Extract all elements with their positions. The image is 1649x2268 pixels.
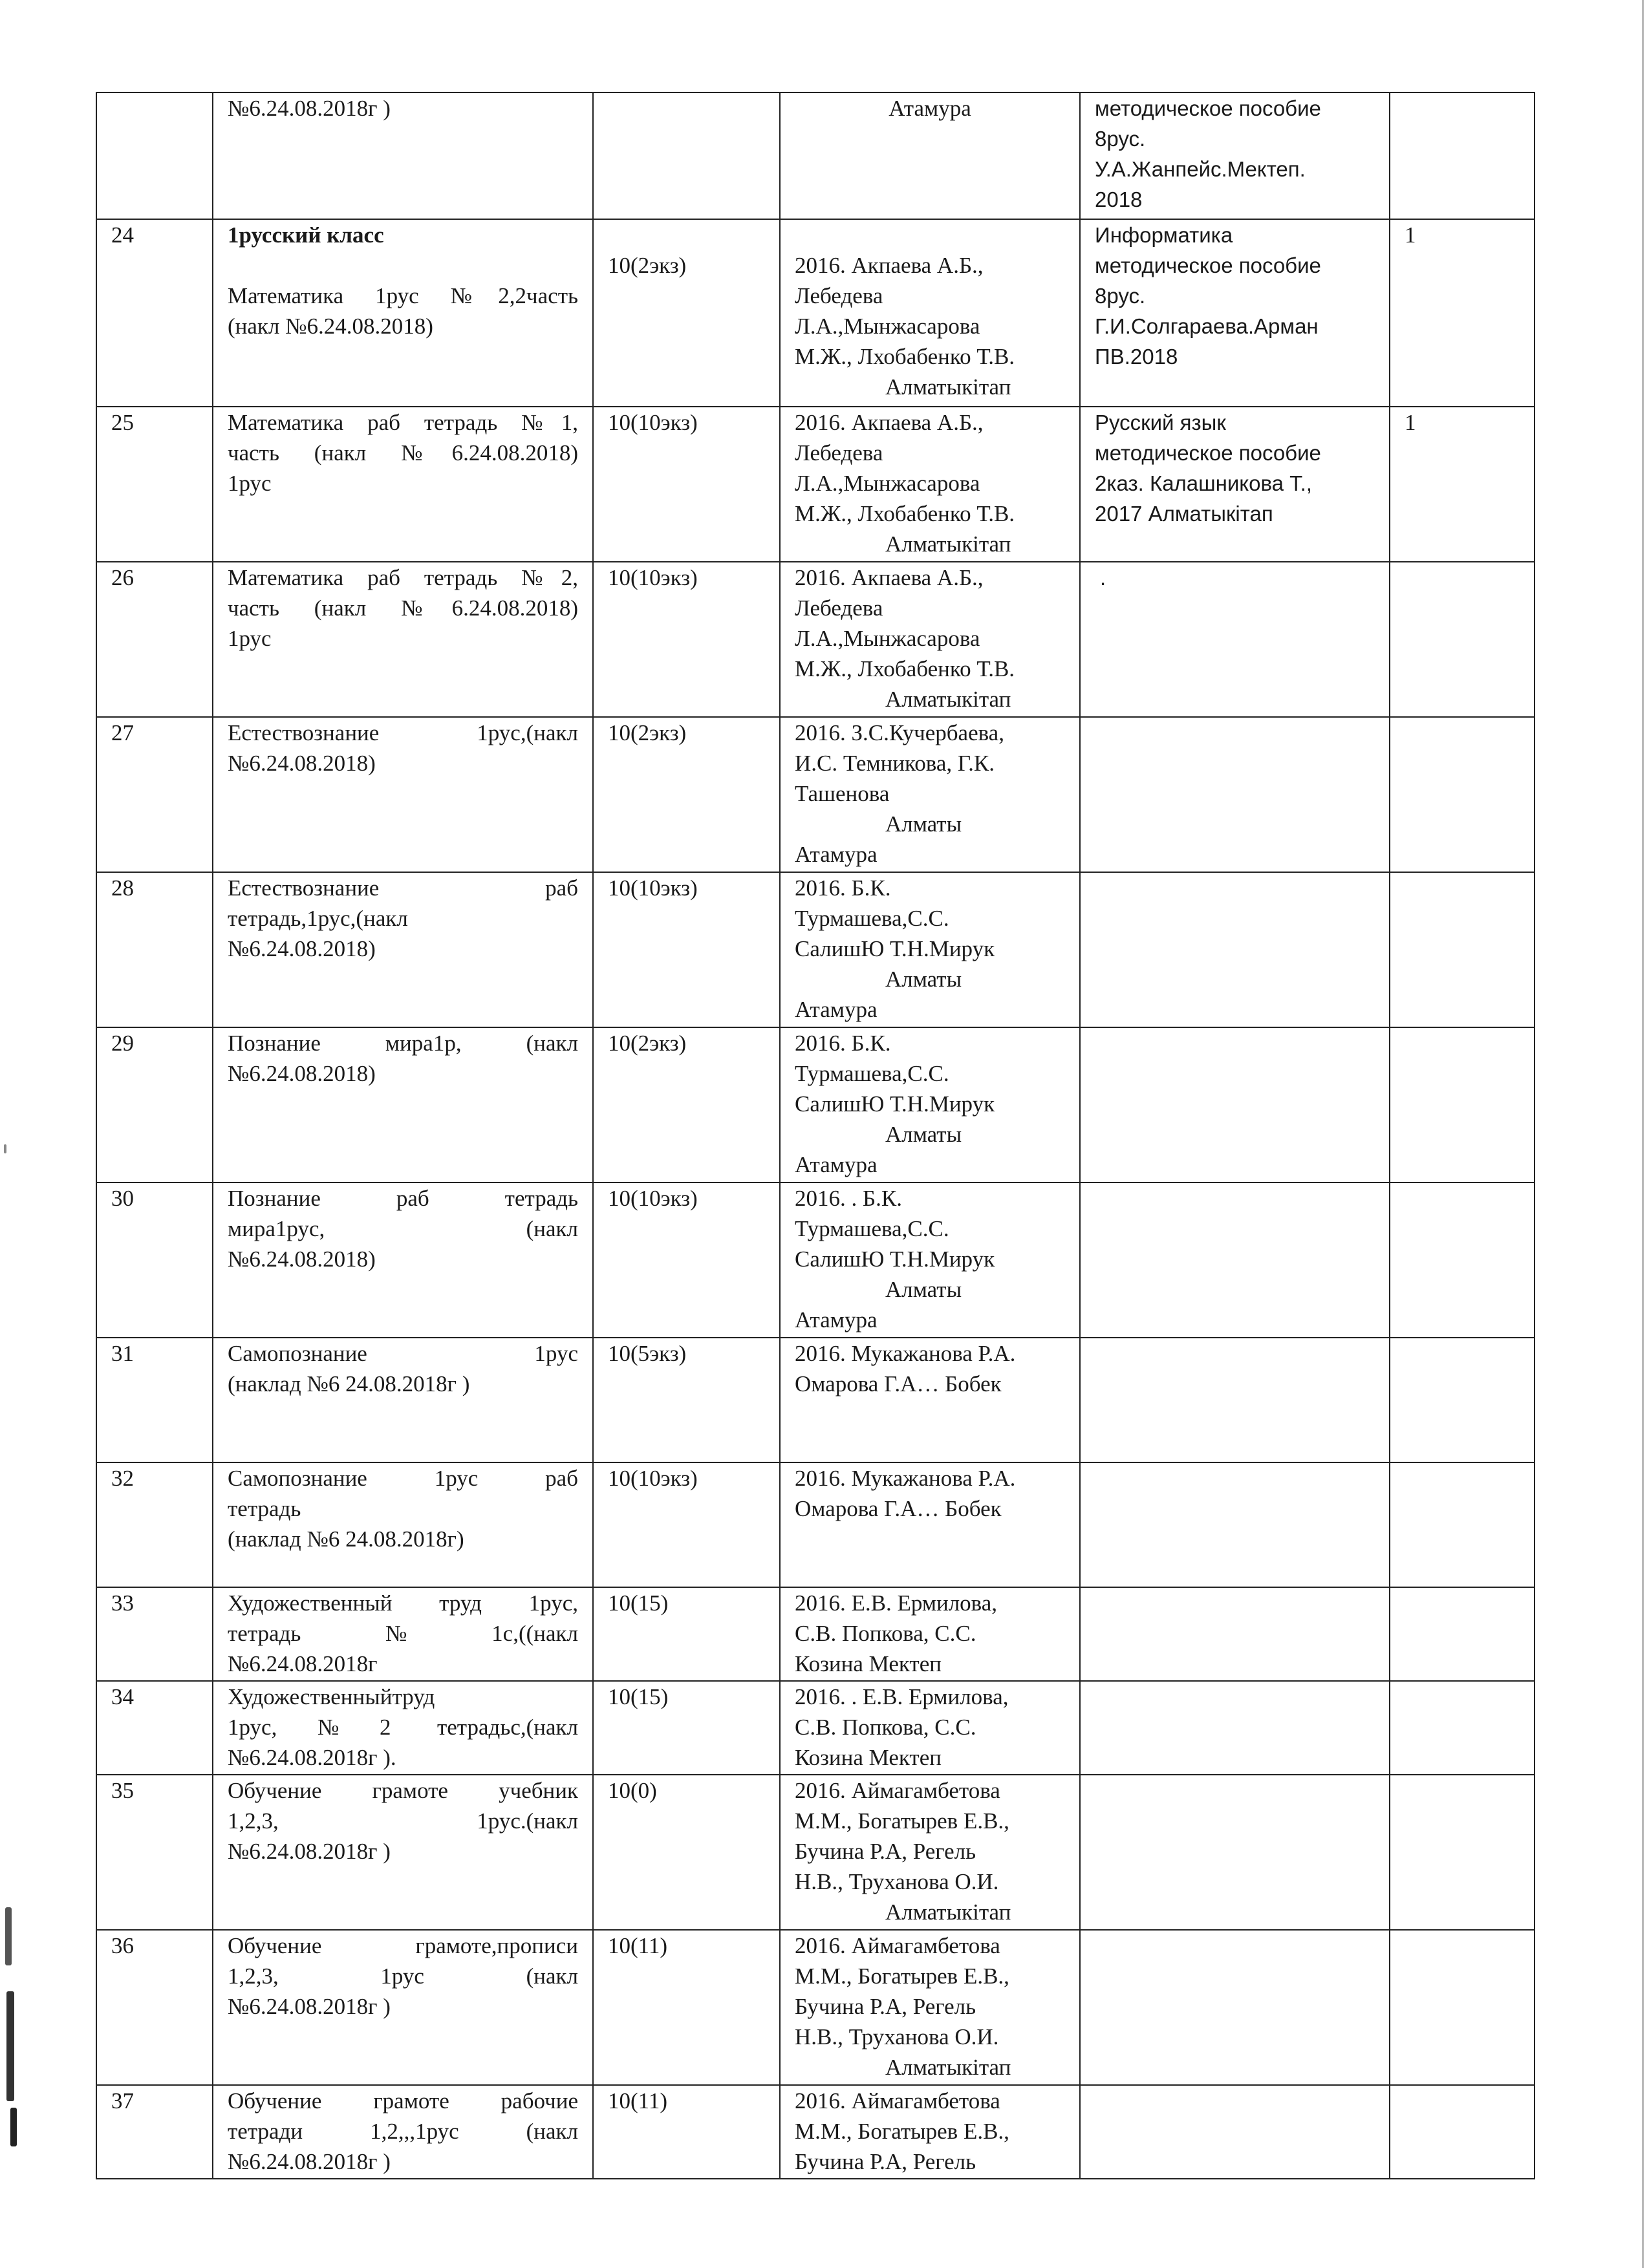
quantity-value: 10(0) (608, 1778, 657, 1803)
table-row (96, 1681, 1535, 1775)
author-publisher (780, 1930, 1080, 2085)
author-publisher (780, 872, 1080, 1027)
author-publisher (780, 1681, 1080, 1775)
author-line: 2016. Акпаева А.Б., (795, 253, 984, 278)
methodical-manual (1080, 1182, 1390, 1338)
author-line: 2016. Мукажанова Р.А. (795, 1466, 1016, 1491)
row-number: 28 (96, 872, 213, 1027)
title-line: Естествознание 1рус,(накл (228, 720, 578, 745)
publisher: Алматыкітап (885, 531, 1011, 557)
quantity-value: 10(10экз) (608, 410, 698, 435)
author-line: 2016. Аймагамбетова (795, 1933, 1000, 1958)
title-line: №6.24.08.2018г ) (228, 1839, 391, 1864)
methodical-manual (1080, 1930, 1390, 2085)
quantity-value: 10(2экз) (608, 253, 687, 278)
title-line: (наклад №6 24.08.2018г ) (228, 1371, 470, 1396)
method-line: 2каз. Калашникова Т., (1095, 471, 1312, 495)
table-row (96, 1775, 1535, 1930)
publisher: Алматы (885, 811, 962, 837)
row-number: 33 (96, 1587, 213, 1681)
publisher: Алматыкітап (885, 374, 1011, 400)
row-number: 32 (96, 1462, 213, 1587)
quantity-value: 10(10экз) (608, 565, 698, 590)
method-line: методическое пособие (1095, 253, 1321, 277)
scan-mark (5, 1907, 12, 1965)
table-row (96, 92, 1535, 219)
author-line: Л.А.,Мынжасарова (795, 314, 980, 339)
method-line: У.А.Жанпейс.Мектеп. (1095, 157, 1306, 181)
count (1390, 1930, 1535, 2085)
author-line: Турмашева,С.С. (795, 1216, 949, 1241)
quantity-value: 10(11) (608, 2088, 668, 2113)
count (1390, 1681, 1535, 1775)
title-line: 1,2,3, 1рус (накл (228, 1963, 578, 1989)
quantity (593, 1681, 780, 1775)
author-line: М.Ж., Лхобабенко Т.В. (795, 501, 1015, 526)
book-title (213, 1587, 593, 1681)
methodical-manual (1080, 2085, 1390, 2179)
author-line: Ташенова (795, 781, 890, 806)
author-line: М.М., Богатырев Е.В., (795, 1963, 1009, 1989)
author-publisher (780, 2085, 1080, 2179)
method-line: ПВ.2018 (1095, 345, 1178, 369)
quantity (593, 562, 780, 717)
quantity-value: 10(10экз) (608, 875, 698, 901)
quantity (593, 1930, 780, 2085)
author-line: С.В. Попкова, С.С. (795, 1621, 976, 1646)
author-line: Л.А.,Мынжасарова (795, 626, 980, 651)
book-title (213, 1775, 593, 1930)
book-title (213, 1027, 593, 1182)
author-line: Лебедева (795, 440, 883, 465)
row-number: 25 (96, 407, 213, 562)
count (1390, 1182, 1535, 1338)
author-line: 2016. Аймагамбетова (795, 2088, 1000, 2113)
title-line: тетрадь (228, 1496, 301, 1521)
count (1390, 1775, 1535, 1930)
title-line: №6.24.08.2018г ) (228, 2149, 391, 2174)
title-line: Обучение грамоте учебник (228, 1778, 578, 1803)
author-publisher (780, 1775, 1080, 1930)
author-line: Н.В., Труханова О.И. (795, 2024, 999, 2049)
spacer (228, 250, 578, 281)
author-publisher (780, 92, 1080, 219)
quantity (593, 1587, 780, 1681)
title-line: мира1рус, (накл (228, 1216, 578, 1241)
author-line: И.С. Темникова, Г.К. (795, 751, 995, 776)
method-line: . (1100, 566, 1106, 590)
title-line: Математика раб тетрадь №2, (228, 565, 578, 590)
method-line: методическое пособие (1095, 441, 1321, 465)
table-body (96, 92, 1535, 2179)
publisher: Алматы (885, 967, 962, 992)
author-line: 2016. . Б.К. (795, 1186, 902, 1211)
count (1390, 872, 1535, 1027)
table-row (96, 562, 1535, 717)
author-line: Козина Мектеп (795, 1651, 942, 1676)
title-line: (наклад №6 24.08.2018г) (228, 1526, 464, 1552)
author-line: СалишЮ Т.Н.Мирук (795, 1091, 995, 1117)
author-line: Лебедева (795, 283, 883, 308)
author-publisher (780, 219, 1080, 407)
title-line: тетрадь,1рус,(накл (228, 906, 408, 931)
methodical-manual (1080, 1775, 1390, 1930)
count (1390, 2085, 1535, 2179)
title-line: Самопознание 1рус (228, 1341, 578, 1366)
title-line: Познание мира1р, (накл (228, 1031, 578, 1056)
scan-edge-line (1642, 0, 1644, 2268)
method-line: Информатика (1095, 223, 1233, 247)
author-line: Омарова Г.А… Бобек (795, 1496, 1002, 1521)
method-line: Русский язык (1095, 411, 1226, 434)
title-line: тетрадь№1с,((накл (228, 1621, 578, 1646)
methodical-manual (1080, 219, 1390, 407)
count (1390, 1462, 1535, 1587)
book-title (213, 562, 593, 717)
author-publisher (780, 1462, 1080, 1587)
table-row (96, 2085, 1535, 2179)
author-line: Лебедева (795, 595, 883, 621)
publisher: Алматыкітап (885, 2055, 1011, 2080)
author-line: Турмашева,С.С. (795, 906, 949, 931)
author-line: Л.А.,Мынжасарова (795, 471, 980, 496)
publisher-2: Атамура (795, 1152, 878, 1177)
author-line: 2016. Мукажанова Р.А. (795, 1341, 1016, 1366)
title-line: №6.24.08.2018г ) (228, 1994, 391, 2019)
methodical-manual (1080, 872, 1390, 1027)
table-row (96, 1930, 1535, 2085)
author-line: М.Ж., Лхобабенко Т.В. (795, 656, 1015, 681)
table-row (96, 1027, 1535, 1182)
book-title (213, 2085, 593, 2179)
author-line: 2016. . Е.В. Ермилова, (795, 1684, 1009, 1709)
table-row (96, 1587, 1535, 1681)
count (1390, 717, 1535, 872)
row-number: 30 (96, 1182, 213, 1338)
method-line: методическое пособие (1095, 96, 1321, 120)
row-number: 29 (96, 1027, 213, 1182)
publisher-2: Атамура (795, 842, 878, 867)
count (1390, 1338, 1535, 1462)
methodical-manual (1080, 407, 1390, 562)
author-publisher (780, 1338, 1080, 1462)
title-line: Самопознание 1рус раб (228, 1466, 578, 1491)
quantity (593, 1462, 780, 1587)
methodical-manual (1080, 1027, 1390, 1182)
quantity (593, 1182, 780, 1338)
author-line: М.Ж., Лхобабенко Т.В. (795, 344, 1015, 369)
author-publisher (780, 407, 1080, 562)
author-publisher (780, 1182, 1080, 1338)
author-line: 2016. Е.В. Ермилова, (795, 1590, 998, 1616)
count (1390, 562, 1535, 717)
title-line: №6.24.08.2018г (228, 1651, 378, 1676)
table-row (96, 219, 1535, 407)
publisher: Алматы (885, 1277, 962, 1302)
quantity (593, 1338, 780, 1462)
methodical-manual (1080, 1587, 1390, 1681)
count: 1 (1390, 219, 1535, 407)
count: 1 (1390, 407, 1535, 562)
scan-mark (4, 1144, 6, 1153)
row-number: 27 (96, 717, 213, 872)
author-line: Н.В., Труханова О.И. (795, 1869, 999, 1894)
method-line: 8рус. (1095, 127, 1146, 151)
author-line: Бучина Р.А, Регель (795, 1839, 976, 1864)
title-line: 1рус (228, 471, 272, 496)
title-line: часть (накл №6.24.08.2018) (228, 440, 578, 465)
author-line: 2016. Б.К. (795, 875, 891, 901)
author-line: Омарова Г.А… Бобек (795, 1371, 1002, 1396)
title-line: 1,2,3, 1рус.(накл (228, 1808, 578, 1834)
publisher: Алматыкітап (885, 687, 1011, 712)
author-publisher (780, 562, 1080, 717)
row-number: 24 (96, 219, 213, 407)
inventory-table (96, 92, 1535, 2179)
title-line: часть (накл №6.24.08.2018) (228, 595, 578, 621)
scan-mark (6, 1991, 14, 2101)
table-row (96, 407, 1535, 562)
method-line: 2017 Алматыкітап (1095, 502, 1273, 526)
spacer (608, 220, 765, 250)
table-row (96, 1182, 1535, 1338)
row-number: 35 (96, 1775, 213, 1930)
book-title (213, 1182, 593, 1338)
book-title (213, 1930, 593, 2085)
author-line: 2016. Аймагамбетова (795, 1778, 1000, 1803)
title-line: №6.24.08.2018г ). (228, 1745, 396, 1770)
author-line: С.В. Попкова, С.С. (795, 1715, 976, 1740)
spacer (795, 220, 1065, 250)
author-publisher (780, 1027, 1080, 1182)
book-title (213, 1462, 593, 1587)
book-title (213, 872, 593, 1027)
quantity (593, 1775, 780, 1930)
methodical-manual (1080, 1462, 1390, 1587)
title-line: №6.24.08.2018) (228, 936, 376, 961)
quantity-value: 10(10экз) (608, 1466, 698, 1491)
table-row (96, 1338, 1535, 1462)
publisher-2: Атамура (795, 1307, 878, 1332)
quantity-value: 10(11) (608, 1933, 668, 1958)
quantity (593, 407, 780, 562)
publisher: Алматы (885, 1122, 962, 1147)
title-line: Познание раб тетрадь (228, 1186, 578, 1211)
author-line: Бучина Р.А, Регель (795, 2149, 976, 2174)
author-line: 2016. Б.К. (795, 1031, 891, 1056)
title-line: 1рус,№2 тетрадьс,(накл (228, 1715, 578, 1740)
author-line: Козина Мектеп (795, 1745, 942, 1770)
quantity-value: 10(2экз) (608, 1031, 687, 1056)
quantity-value: 10(2экз) (608, 720, 687, 745)
title-line: Художественный труд 1рус, (228, 1590, 578, 1616)
quantity (593, 92, 780, 219)
author-line: СалишЮ Т.Н.Мирук (795, 936, 995, 961)
author-publisher (780, 1587, 1080, 1681)
quantity-value: 10(15) (608, 1590, 669, 1616)
title-line: Математика раб тетрадь №1, (228, 410, 578, 435)
book-title (213, 717, 593, 872)
title-line: тетради 1,2,,,1рус (накл (228, 2119, 578, 2144)
row-number: 26 (96, 562, 213, 717)
quantity (593, 2085, 780, 2179)
book-title (213, 407, 593, 562)
count (1390, 92, 1535, 219)
quantity-value: 10(15) (608, 1684, 669, 1709)
author-line: Бучина Р.А, Регель (795, 1994, 976, 2019)
title-line: (накл №6.24.08.2018) (228, 314, 433, 339)
publisher-2: Атамура (795, 997, 878, 1022)
book-title (213, 219, 593, 407)
methodical-manual (1080, 92, 1390, 219)
table-row (96, 717, 1535, 872)
title-line: №6.24.08.2018) (228, 751, 376, 776)
scan-mark (10, 2108, 17, 2146)
count (1390, 1587, 1535, 1681)
count (1390, 1027, 1535, 1182)
method-line: Г.И.Солгараева.Арман (1095, 314, 1319, 338)
quantity (593, 717, 780, 872)
book-title (213, 1338, 593, 1462)
title-line: Обучение грамоте рабочие (228, 2088, 578, 2113)
publisher: Атамура (889, 96, 971, 121)
table-row (96, 872, 1535, 1027)
method-line: 2018 (1095, 187, 1143, 211)
book-title (213, 1681, 593, 1775)
title-line: Математика 1рус №2,2часть (228, 283, 578, 308)
methodical-manual (1080, 1338, 1390, 1462)
quantity (593, 219, 780, 407)
author-line: 2016. Акпаева А.Б., (795, 410, 984, 435)
author-line: М.М., Богатырев Е.В., (795, 2119, 1009, 2144)
row-number: 34 (96, 1681, 213, 1775)
title-line: №6.24.08.2018) (228, 1061, 376, 1086)
publisher: Алматыкітап (885, 1899, 1011, 1925)
book-title (213, 92, 593, 219)
title-line: Художественныйтруд (228, 1684, 435, 1709)
methodical-manual (1080, 562, 1390, 717)
row-number: 36 (96, 1930, 213, 2085)
methodical-manual (1080, 1681, 1390, 1775)
author-publisher (780, 717, 1080, 872)
title-line: 1рус (228, 626, 272, 651)
class-heading: 1русский класс (228, 222, 384, 248)
quantity-value: 10(5экз) (608, 1341, 687, 1366)
author-line: СалишЮ Т.Н.Мирук (795, 1246, 995, 1272)
title-line: Обучение грамоте,прописи (228, 1933, 578, 1958)
row-number (96, 92, 213, 219)
row-number: 31 (96, 1338, 213, 1462)
quantity (593, 872, 780, 1027)
author-line: 2016. Акпаева А.Б., (795, 565, 984, 590)
title-line: Естествознание раб (228, 875, 578, 901)
method-line: 8рус. (1095, 284, 1146, 308)
quantity (593, 1027, 780, 1182)
title-line: №6.24.08.2018) (228, 1246, 376, 1272)
author-line: 2016. З.С.Кучербаева, (795, 720, 1004, 745)
methodical-manual (1080, 717, 1390, 872)
title-line: №6.24.08.2018г ) (228, 96, 391, 121)
table-row (96, 1462, 1535, 1587)
author-line: Турмашева,С.С. (795, 1061, 949, 1086)
row-number: 37 (96, 2085, 213, 2179)
author-line: М.М., Богатырев Е.В., (795, 1808, 1009, 1834)
quantity-value: 10(10экз) (608, 1186, 698, 1211)
